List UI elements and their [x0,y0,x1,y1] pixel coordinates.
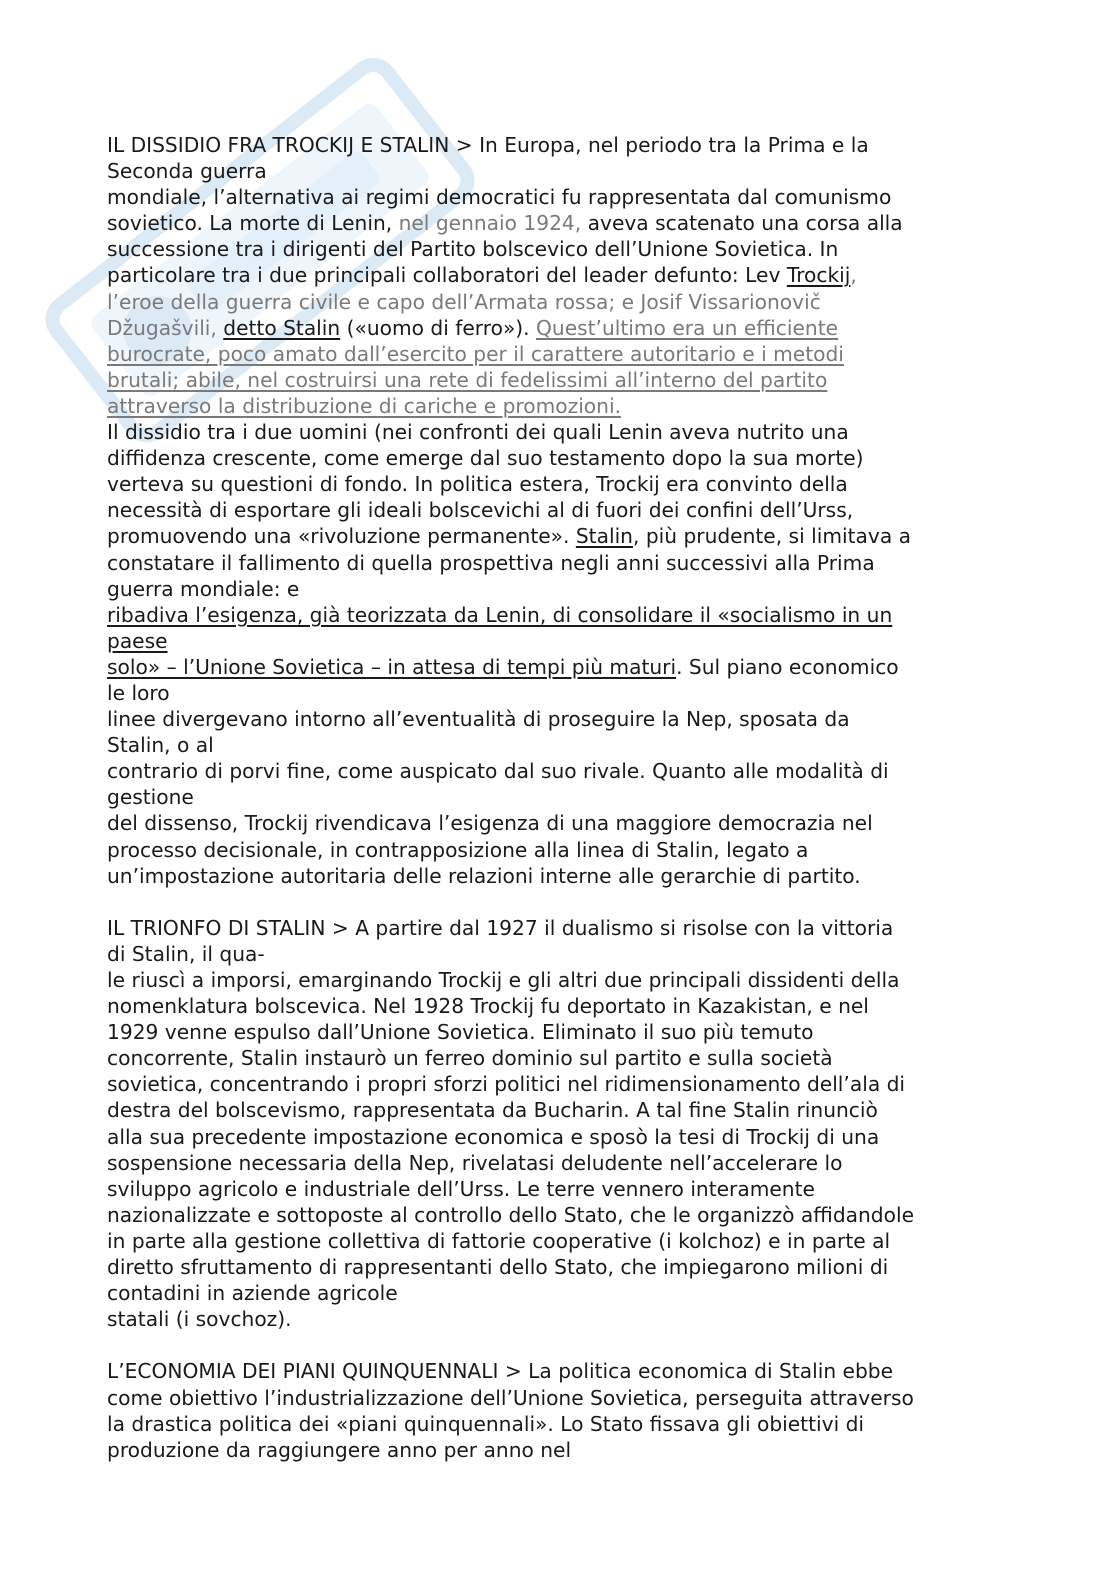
underlined-text: ribadiva l’esigenza, già teorizzata da Lenin, di consolidare il «socialismo in un [107,602,893,627]
text-line: come obiettivo l’industrializzazione dell’Unione Sovietica, perseguita attraverso [107,1385,914,1410]
text-line: processo decisionale, in contrapposizione alla linea di Stalin, legato a [107,837,809,862]
text-line: alla sua precedente impostazione economica e sposò la tesi di Trockij di una [107,1124,880,1149]
text-line: nazionalizzate e sottoposte al controllo dello Stato, che le organizzò affidandole [107,1202,914,1227]
text-run: . Sul piano economico [676,654,899,679]
text-line: contadini in aziende agricole [107,1281,398,1306]
text-line: l’eroe della guerra civile e capo dell’Armata rossa; e Josif Vissarionovič [107,289,821,314]
section-dissidio [107,132,1012,889]
date-highlight: nel gennaio 1924, [398,211,582,236]
text-line: verteva su questioni di fondo. In politica estera, Trockij era convinto della [107,472,848,497]
text-line: sviluppo agricolo e industriale dell’Urss. Le terre vennero interamente [107,1176,815,1201]
text-line: gestione [107,785,194,810]
text-line: statali (i sovchoz). [107,1307,292,1332]
text-run: sovietico. La morte di Lenin, [107,211,399,236]
section-piani-quinquennali [107,1358,1012,1462]
underlined-text: paese [107,628,168,653]
underlined-text: solo» – l’Unione Sovietica – in attesa di tempi più maturi [107,654,677,679]
text-line: sospensione necessaria della Nep, rivelatasi deludente nell’accelerare lo [107,1150,843,1175]
text-line: la drastica politica dei «piani quinquennali». Lo Stato fissava gli obiettivi di [107,1411,865,1436]
text-line [107,654,1012,680]
paragraph-gap [107,889,1012,915]
text-line [107,602,1012,628]
text-line: produzione da raggiungere anno per anno nel [107,1437,572,1462]
text-line: L’ECONOMIA DEI PIANI QUINQUENNALI > La politica economica di Stalin ebbe [107,1359,894,1384]
text-line: diretto sfruttamento di rappresentanti dello Stato, che impiegarono milioni di [107,1255,889,1280]
underlined-gray-text: burocrate, poco amato dall’esercito per il carattere autoritario e i metodi [107,341,844,366]
text-line: mondiale, l’alternativa ai regimi democratici fu rappresentata dal comunismo [107,185,892,210]
text-line: destra del bolscevismo, rappresentata da Bucharin. A tal fine Stalin rinunciò [107,1098,878,1123]
text-run: promuovendo una «rivoluzione permanente». [107,524,576,549]
text-line: in parte alla gestione collettiva di fattorie cooperative (i kolchoz) e in parte al [107,1228,891,1253]
text-line [107,367,1012,393]
text-line: diffidenza crescente, come emerge dal suo testamento dopo la sua morte) [107,446,864,471]
text-line [107,315,1012,341]
underlined-gray-text: Quest’ultimo era un efficiente [536,315,839,340]
text-line: le riuscì a imporsi, emarginando Trockij e gli altri due principali dissidenti della [107,968,900,992]
text-line: contrario di porvi fine, come auspicato dal suo rivale. Quanto alle modalità di [107,759,889,784]
document-body [107,132,1012,1463]
text-line: nomenklatura bolscevica. Nel 1928 Trockij fu deportato in Kazakistan, e nel [107,994,869,1019]
text-line [107,523,1012,549]
text-line: sovietica, concentrando i propri sforzi politici nel ridimensionamento dell’ala di [107,1072,906,1097]
text-line: le loro [107,680,170,705]
underlined-trockij: Trockij [786,263,851,288]
text-line: di Stalin, il qua- [107,941,265,966]
text-line: Stalin, o al [107,733,214,758]
text-run: aveva scatenato una corsa alla [581,211,903,236]
text-line [107,210,1012,236]
text-line: Seconda guerra [107,159,267,184]
text-line: 1929 venne espulso dall’Unione Sovietica. Eliminato il suo più temuto [107,1020,814,1045]
section-trionfo [107,915,1012,1333]
underlined-detto-stalin: detto Stalin [223,315,341,340]
text-line [107,628,1012,654]
underlined-gray-text: attraverso la distribuzione di cariche e promozioni. [107,393,621,418]
text-run: , [850,263,857,288]
text-run: , più prudente, si limitava a [632,524,911,549]
text-line [107,341,1012,367]
text-line [107,393,1012,419]
text-run: particolare tra i due principali collaboratori del leader defunto: Lev [107,263,787,288]
text-run: Džugašvili, [107,315,224,340]
text-line: un’impostazione autoritaria delle relazioni interne alle gerarchie di partito. [107,863,861,888]
text-line: IL DISSIDIO FRA TROCKIJ E STALIN > In Europa, nel periodo tra la Prima e la [107,133,869,157]
text-line: successione tra i dirigenti del Partito bolscevico dell’Unione Sovietica. In [107,237,839,262]
underlined-gray-text: brutali; abile, nel costruirsi una rete di fedelissimi all’interno del partito [107,367,828,392]
underlined-stalin: Stalin [575,524,633,549]
text-line: constatare il fallimento di quella prospettiva negli anni successivi alla Prima [107,550,875,575]
text-line: necessità di esportare gli ideali bolscevichi al di fuori dei confini dell’Urss, [107,498,854,523]
text-line: linee divergevano intorno all’eventualità di proseguire la Nep, sposata da [107,707,850,732]
text-line: concorrente, Stalin instaurò un ferreo dominio sul partito e sulla società [107,1046,833,1071]
text-line: guerra mondiale: e [107,576,300,601]
text-line: Il dissidio tra i due uomini (nei confronti dei quali Lenin aveva nutrito una [107,420,849,445]
paragraph-gap [107,1332,1012,1358]
text-line: IL TRIONFO DI STALIN > A partire dal 1927 il dualismo si risolse con la vittoria [107,915,894,940]
text-line: del dissenso, Trockij rivendicava l’esigenza di una maggiore democrazia nel [107,811,873,836]
text-run: («uomo di ferro»). [340,315,537,340]
text-line [107,262,1012,288]
